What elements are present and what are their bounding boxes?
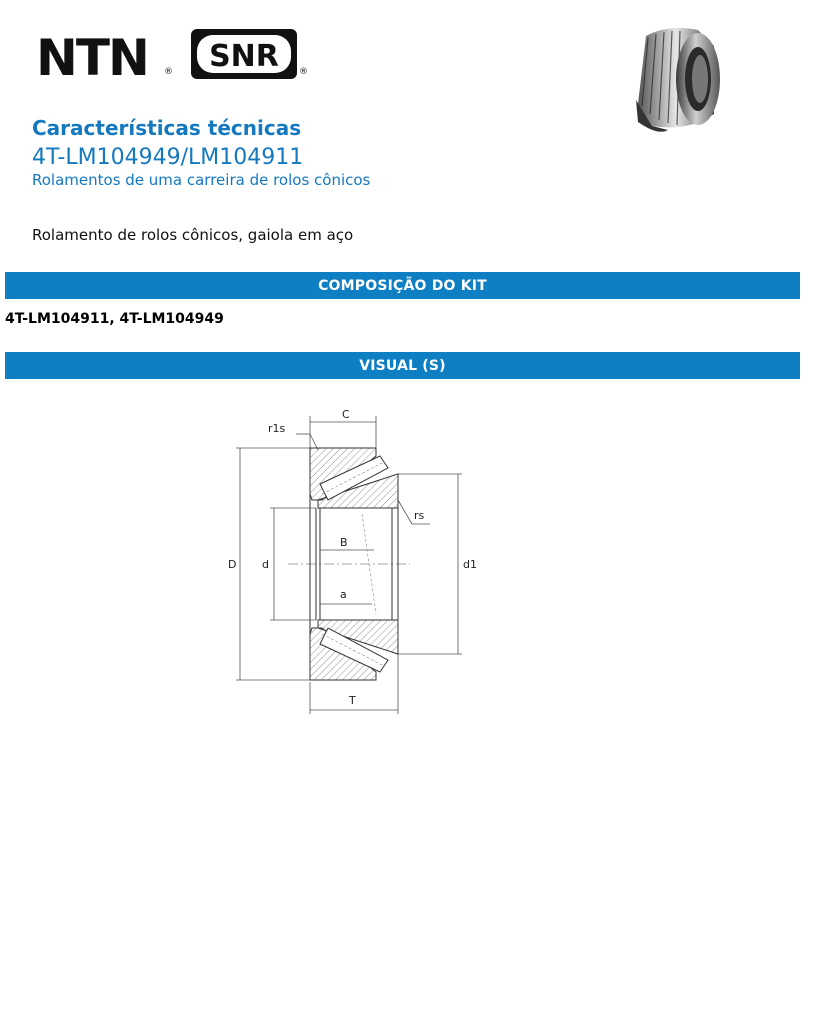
dimension-label-a: a: [340, 588, 347, 601]
dimension-label-b: B: [340, 536, 348, 549]
dimension-label-c: C: [342, 408, 350, 421]
cross-section-drawing: [222, 404, 492, 716]
snr-registered-mark: ®: [299, 67, 308, 77]
ntn-logo-text: NTN: [36, 29, 148, 84]
product-subtitle: Rolamentos de uma carreira de rolos cônicos: [32, 171, 371, 189]
product-photo: [628, 22, 724, 138]
dimension-label-d-bore: d: [262, 558, 269, 571]
ntn-snr-logo: [36, 28, 316, 84]
dimension-label-rs: rs: [414, 509, 425, 522]
product-description: Rolamento de rolos cônicos, gaiola em aço: [32, 226, 354, 244]
page-title: Características técnicas: [32, 116, 302, 140]
dimension-label-t: T: [349, 694, 356, 707]
dimension-label-d-outer: D: [228, 558, 237, 571]
dimension-label-d1: d1: [463, 558, 477, 571]
kit-section-header: COMPOSIÇÃO DO KIT: [5, 272, 800, 299]
brand-logos: [36, 28, 316, 84]
bearing-technical-drawing: [222, 404, 492, 716]
product-reference: 4T-LM104949/LM104911: [32, 145, 304, 170]
bearing-photo-icon: [628, 22, 724, 138]
snr-logo-text: SNR: [209, 39, 279, 74]
visual-section-header: VISUAL (S): [5, 352, 800, 379]
ntn-registered-mark: ®: [164, 67, 173, 77]
kit-items: 4T-LM104911, 4T-LM104949: [5, 311, 224, 327]
dimension-label-r1s: r1s: [268, 422, 286, 435]
